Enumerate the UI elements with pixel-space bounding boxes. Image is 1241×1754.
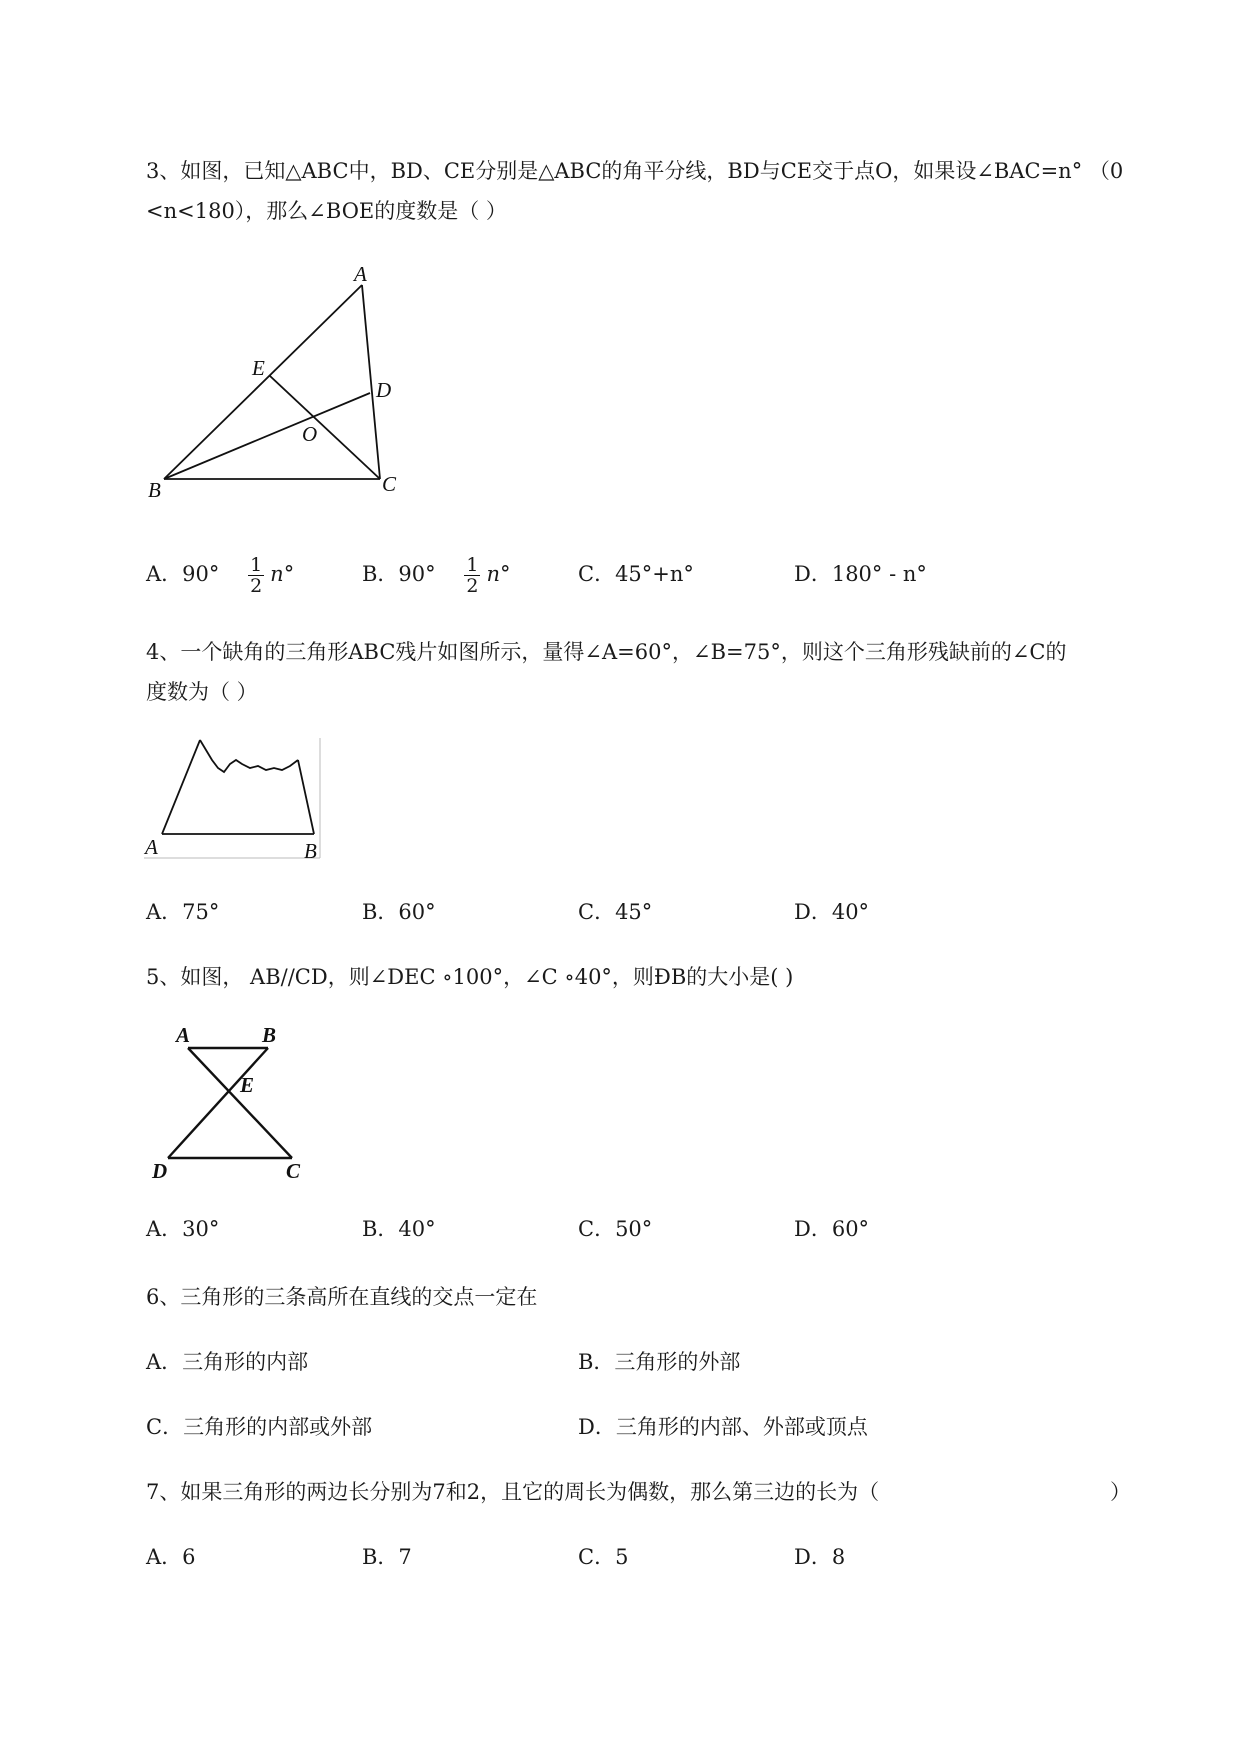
q6-option-a: A．三角形的内部 (146, 1350, 309, 1374)
q5-parallel-lines-figure (140, 1018, 320, 1183)
q7-option-c: C．5 (578, 1545, 629, 1569)
q4-option-a: A．75° (146, 900, 220, 924)
q3-stem-line1: 3、如图，已知△ABC中，BD、CE分别是△ABC的角平分线，BD与CE交于点O，如果设∠BAC=n° （0 (146, 159, 1124, 183)
q3-option-b (362, 555, 510, 596)
q5-option-b: B．40° (362, 1217, 436, 1241)
q3-option-a (146, 555, 294, 596)
q6-stem-line1: 6、三角形的三条高所在直线的交点一定在 (146, 1285, 538, 1309)
q3-option-b-suffix: n° (486, 562, 511, 586)
q3-label-A: A (354, 265, 367, 286)
q4-option-d: D．40° (794, 900, 870, 924)
q5-label-D: D (152, 1159, 168, 1183)
q3-triangle-figure (140, 265, 420, 505)
q5-label-B: B (262, 1023, 277, 1047)
q3-label-D: D (376, 378, 392, 402)
q4-stem-line1: 4、一个缺角的三角形ABC残片如图所示，量得∠A=60°，∠B=75°，则这个三角形残缺前的∠C的 (146, 640, 1067, 664)
q6-option-c: C．三角形的内部或外部 (146, 1415, 373, 1439)
q5-label-C: C (286, 1159, 301, 1183)
q3-option-b-numerator: 1 (466, 554, 479, 576)
q5-option-a: A．30° (146, 1217, 220, 1241)
q3-option-b-denominator: 2 (466, 575, 479, 597)
q4-option-b: B．60° (362, 900, 436, 924)
q3-option-a-suffix: n° (270, 562, 295, 586)
q5-option-d: D．60° (794, 1217, 870, 1241)
q5-option-c: C．50° (578, 1217, 653, 1241)
q3-label-C: C (382, 472, 397, 496)
q4-label-A: A (145, 835, 158, 859)
q3-option-b-fraction (464, 555, 480, 596)
q3-label-E: E (252, 356, 265, 380)
q7-option-a: A．6 (146, 1545, 196, 1569)
q3-label-O: O (302, 422, 318, 446)
q6-option-b: B．三角形的外部 (578, 1350, 741, 1374)
q3-label-B: B (148, 478, 161, 502)
q4-label-B: B (304, 839, 317, 863)
q3-option-d: D．180° - n° (794, 562, 927, 586)
q5-label-E: E (240, 1073, 255, 1097)
q5-label-A: A (176, 1023, 191, 1047)
q7-stem-line1: 7、如果三角形的两边长分别为7和2，且它的周长为偶数，那么第三边的长为（ (146, 1480, 880, 1504)
q5-stem-line1: 5、如图， AB//CD，则∠DEC ∘100°，∠C ∘40°，则ÐB的大小是( ) (146, 965, 794, 989)
q6-option-d: D．三角形的内部、外部或顶点 (578, 1415, 868, 1439)
q7-paren-close: ） (1110, 1480, 1131, 1504)
q7-option-b: B．7 (362, 1545, 412, 1569)
q3-option-a-prefix: A．90° (146, 562, 220, 586)
q4-stem-line2: 度数为（ ） (146, 680, 258, 704)
q3-option-a-numerator: 1 (250, 554, 263, 576)
q3-option-c: C．45°+n° (578, 562, 694, 586)
q3-option-b-prefix: B．90° (362, 562, 436, 586)
q4-broken-triangle-figure (140, 730, 340, 865)
q7-option-d: D．8 (794, 1545, 846, 1569)
q4-option-c: C．45° (578, 900, 653, 924)
q3-option-a-fraction (248, 555, 264, 596)
q3-option-a-denominator: 2 (250, 575, 263, 597)
q3-stem-line2: <n<180），那么∠BOE的度数是（ ） (146, 199, 507, 223)
